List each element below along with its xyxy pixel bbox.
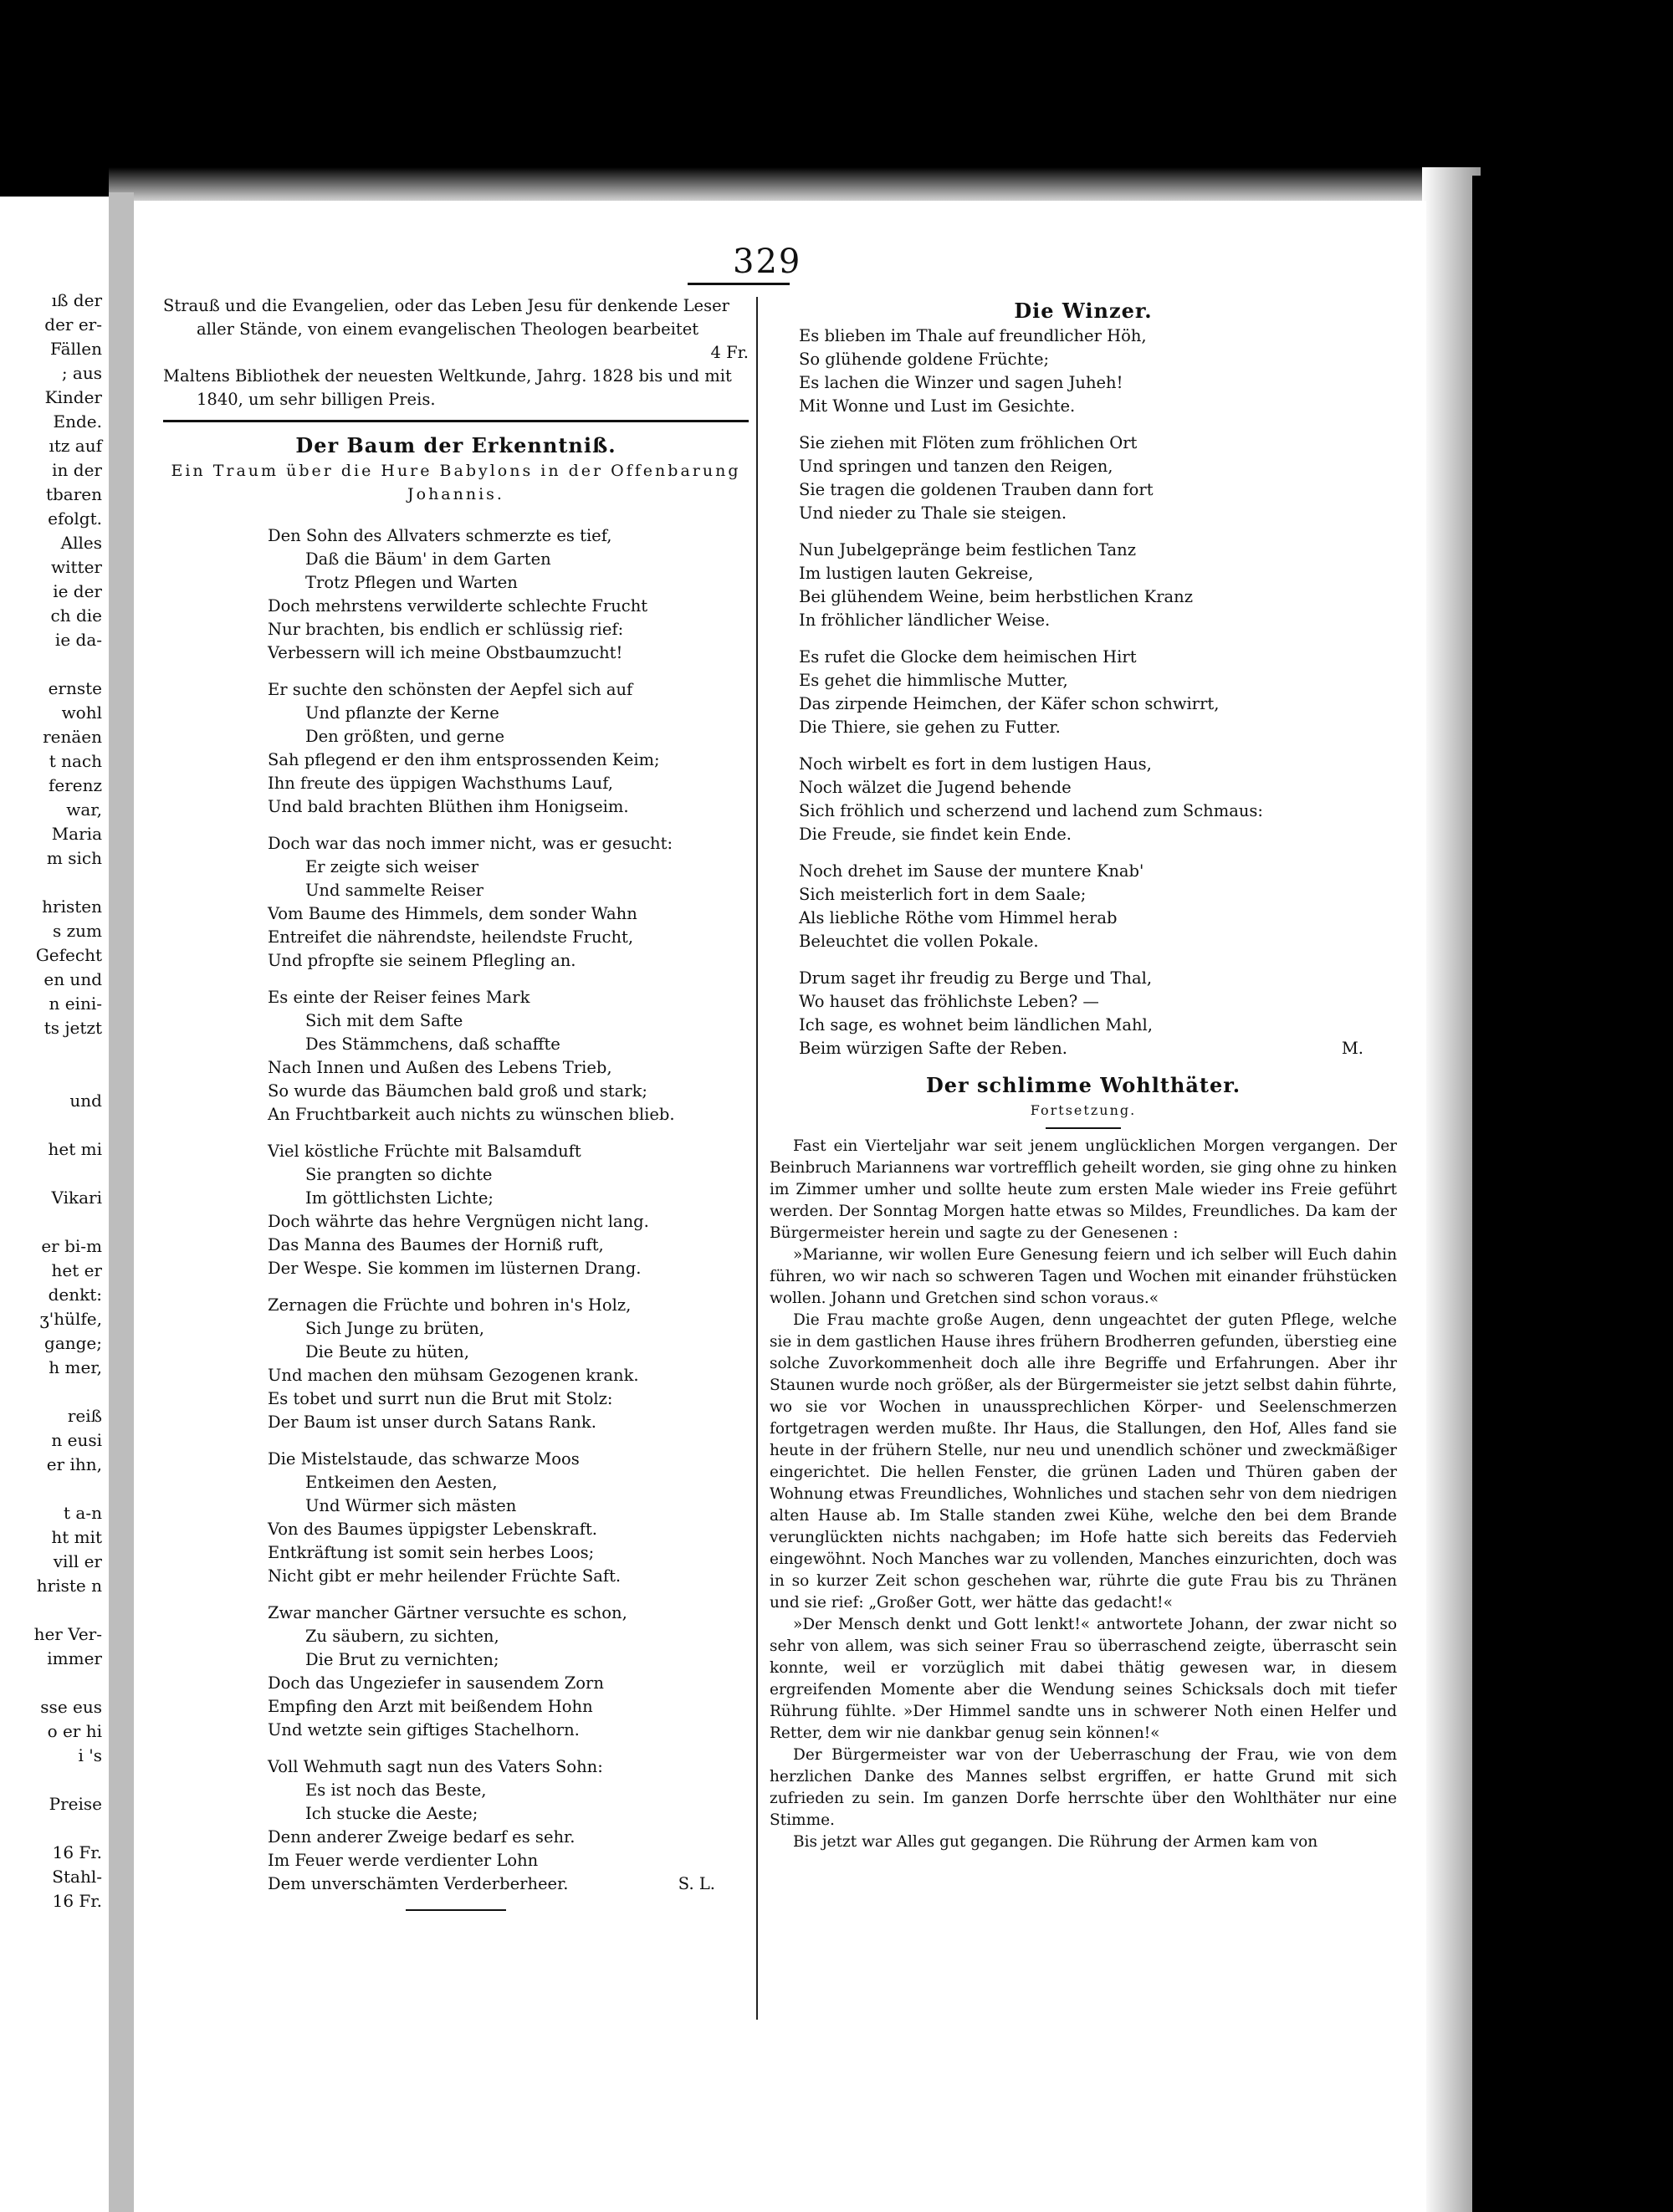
left-page-line: ıtz auf xyxy=(49,436,102,456)
page-number-rule xyxy=(688,283,790,285)
poem-line: Und bald brachten Blüthen ihm Honigseim. xyxy=(268,797,629,816)
stanza xyxy=(770,860,1397,953)
left-page-line: ht mit xyxy=(51,1527,102,1547)
poem-line: Nach Innen und Außen des Lebens Trieb, xyxy=(268,1058,612,1077)
story-paragraph: Der Bürgermeister war von der Ueberraschung der Frau, wie von dem herzlichen Danke des Mannes selbst ergriffen, er hatte Grund mit sich zufrieden zu sein. Im ganzen Dorfe herrschte über den Wohlthäter nur eine Stimme. xyxy=(770,1746,1397,1829)
ad-maltens: Maltens Bibliothek der neuesten Weltkunde, Jahrg. 1828 bis und mit 1840, um sehr billigen Preis. xyxy=(163,366,732,409)
poem-line: So wurde das Bäumchen bald groß und stark; xyxy=(268,1081,647,1101)
poem-line: Mit Wonne und Lust im Gesichte. xyxy=(799,396,1076,416)
left-page-line: Ende. xyxy=(53,411,102,432)
left-page-line: renäen xyxy=(43,727,102,747)
poem-line: Und nieder zu Thale sie steigen. xyxy=(799,503,1067,523)
poem-line: So glühende goldene Früchte; xyxy=(799,350,1050,369)
poem-line: Denn anderer Zweige bedarf es sehr. xyxy=(268,1827,576,1847)
poem-line: Entreifet die nährendste, heilendste Frucht, xyxy=(268,927,634,947)
poem-line: Doch war das noch immer nicht, was er gesucht: xyxy=(268,834,673,853)
column-right xyxy=(770,294,1397,1853)
left-page-line: Kinder xyxy=(44,387,102,407)
poem-line: Die Mistelstaude, das schwarze Moos xyxy=(268,1449,580,1469)
left-page-line: t nach xyxy=(49,751,102,771)
poem-line: Ihn freute des üppigen Wachsthums Lauf, xyxy=(268,774,613,793)
poem-line: Noch drehet im Sause der muntere Knab' xyxy=(799,861,1144,881)
poem-line: Ich sage, es wohnet beim ländlichen Mahl, xyxy=(799,1015,1153,1034)
poem-line: Zu säubern, zu sichten, xyxy=(305,1627,499,1646)
stanza xyxy=(163,1755,749,1896)
poem-line: Die Freude, sie findet kein Ende. xyxy=(799,825,1072,844)
story-paragraph: Bis jetzt war Alles gut gegangen. Die Rührung der Armen kam von xyxy=(793,1833,1318,1851)
scan-border-right xyxy=(1472,176,1673,2212)
left-page-line: ch die xyxy=(50,605,102,626)
stanza xyxy=(770,432,1397,525)
poem-line: Und Würmer sich mästen xyxy=(305,1496,517,1515)
stanza xyxy=(163,986,749,1126)
column-left xyxy=(163,294,749,1921)
stanza xyxy=(163,1140,749,1280)
left-page-line: ernste xyxy=(48,678,102,698)
poem-line: Und sammelte Reiser xyxy=(305,881,483,900)
left-page-line: er ihn, xyxy=(46,1454,102,1474)
poem-line: Sie prangten so dichte xyxy=(305,1165,493,1184)
left-page-line: Fällen xyxy=(50,339,102,359)
left-page-line: ie der xyxy=(53,581,102,601)
story-subtitle: Fortsetzung. xyxy=(1030,1102,1137,1118)
left-page-line: s zum xyxy=(52,921,102,941)
poem-line: Doch währte das hehre Vergnügen nicht lang. xyxy=(268,1212,649,1231)
left-page-line: 16 Fr. xyxy=(52,1891,102,1911)
poem-line: Der Wespe. Sie kommen im lüsternen Drang. xyxy=(268,1259,642,1278)
left-page-fragment xyxy=(0,197,109,2212)
poem-winzer xyxy=(770,324,1397,1060)
column-divider xyxy=(756,297,758,2020)
left-page-line: Stahl- xyxy=(52,1867,102,1887)
poem-line: Den größten, und gerne xyxy=(305,727,505,746)
stanza xyxy=(770,539,1397,632)
left-page-line: er bi-m xyxy=(41,1236,102,1256)
left-page-line: t a-n xyxy=(64,1503,102,1523)
poem-title-baum: Der Baum der Erkenntniß. xyxy=(295,433,617,457)
stanza xyxy=(163,1294,749,1434)
poem-line: Es rufet die Glocke dem heimischen Hirt xyxy=(799,647,1137,667)
poem-line: In fröhlicher ländlicher Weise. xyxy=(799,610,1051,630)
poem-line: Und machen den mühsam Gezogenen krank. xyxy=(268,1366,639,1385)
poem-line: Zernagen die Früchte und bohren in's Holz, xyxy=(268,1295,632,1315)
poem-line: Verbessern will ich meine Obstbaumzucht! xyxy=(268,643,623,662)
left-page-line: n eini- xyxy=(49,994,102,1014)
story-title: Der schlimme Wohlthäter. xyxy=(925,1073,1241,1097)
poem-signature: S. L. xyxy=(678,1874,715,1893)
poem-line: Trotz Pflegen und Warten xyxy=(305,573,518,592)
poem-line: Die Thiere, sie gehen zu Futter. xyxy=(799,718,1061,737)
left-page-line: Maria xyxy=(51,824,102,844)
poem-line: Empfing den Arzt mit beißendem Hohn xyxy=(268,1697,593,1716)
poem-line: Er zeigte sich weiser xyxy=(305,857,479,876)
poem-line: Zwar mancher Gärtner versuchte es schon, xyxy=(268,1603,627,1622)
left-page-line: denkt: xyxy=(48,1285,102,1305)
poem-line: Und wetzte sein giftiges Stachelhorn. xyxy=(268,1720,580,1739)
left-page-line: het er xyxy=(51,1260,102,1280)
story-text xyxy=(770,1136,1397,1853)
poem-line: Beleuchtet die vollen Pokale. xyxy=(799,932,1039,951)
poem-line: Im lustigen lauten Gekreise, xyxy=(799,564,1034,583)
ad-price: 4 Fr. xyxy=(710,343,749,362)
poem-line: Das zirpende Heimchen, der Käfer schon schwirrt, xyxy=(799,694,1220,713)
section-rule xyxy=(163,420,749,422)
left-page-line: Gefecht xyxy=(35,945,102,965)
left-page-line: immer xyxy=(47,1648,102,1668)
left-page-line: h mer, xyxy=(49,1357,102,1377)
poem-line: Und pflanzte der Kerne xyxy=(305,703,499,723)
poem-last-line-row xyxy=(268,1872,749,1896)
left-page-line: en und xyxy=(43,969,102,989)
poem-line: Noch wälzet die Jugend behende xyxy=(799,778,1072,797)
poem-line: Und springen und tanzen den Reigen, xyxy=(799,457,1113,476)
poem-line: Es gehet die himmlische Mutter, xyxy=(799,671,1068,690)
left-page-line: Preise xyxy=(49,1794,102,1814)
poem-line: Sich mit dem Safte xyxy=(305,1011,463,1030)
poem-line: Wo hauset das fröhlichste Leben? — xyxy=(799,992,1099,1011)
left-page-line: ts jetzt xyxy=(43,1018,102,1038)
left-page-line: sse eus xyxy=(40,1697,102,1717)
poem-line: Das Manna des Baumes der Horniß ruft, xyxy=(268,1235,604,1254)
stanza xyxy=(163,832,749,973)
poem-subtitle: Ein Traum über die Hure Babylons in der Offenbarung xyxy=(171,462,741,480)
poem-line: Doch mehrstens verwilderte schlechte Frucht xyxy=(268,596,648,616)
page-number: 329 xyxy=(733,243,802,281)
left-page-line: ıß der xyxy=(51,290,102,310)
left-page-line: hristen xyxy=(42,897,102,917)
poem-line: Es ist noch das Beste, xyxy=(305,1780,487,1800)
left-page-line: m sich xyxy=(46,848,102,868)
left-page-line: het mi xyxy=(48,1139,102,1159)
story-rule xyxy=(1046,1127,1121,1129)
poem-line: Sich Junge zu brüten, xyxy=(305,1319,484,1338)
book-gutter xyxy=(109,192,134,2212)
poem-line: Es lachen die Winzer und sagen Juheh! xyxy=(799,373,1123,392)
poem-signature: M. xyxy=(1341,1039,1363,1058)
poem-line: Nicht gibt er mehr heilender Früchte Saft. xyxy=(268,1566,622,1586)
poem-line: Die Brut zu vernichten; xyxy=(305,1650,499,1669)
poem-line: Doch das Ungeziefer in sausendem Zorn xyxy=(268,1673,604,1693)
poem-line: Sich fröhlich und scherzend und lachend zum Schmaus: xyxy=(799,801,1263,820)
left-page-line: Vikari xyxy=(51,1188,102,1208)
left-page-line: i 's xyxy=(78,1745,102,1765)
poem-line: An Fruchtbarkeit auch nichts zu wünschen blieb. xyxy=(268,1105,675,1124)
ad-strauss: Strauß und die Evangelien, oder das Leben Jesu für denkende Leser aller Stände, von einem evangelischen Theologen bearbeitet 4 Fr. xyxy=(163,294,749,365)
stanza xyxy=(770,324,1397,418)
left-page-line: ferenz xyxy=(48,775,102,795)
poem-line: Des Stämmchens, daß schaffte xyxy=(305,1034,560,1054)
stanza xyxy=(163,678,749,819)
poem-line: Beim würzigen Safte der Reben. xyxy=(799,1039,1067,1058)
left-page-line: 16 Fr. xyxy=(52,1842,102,1862)
poem-title-winzer: Die Winzer. xyxy=(1014,299,1153,323)
story-paragraph: Fast ein Vierteljahr war seit jenem unglücklichen Morgen vergangen. Der Beinbruch Mariannens war vortrefflich geheilt worden, sie ging ohne zu hinken im Zimmer umher und sollte heute zum ersten Male wieder ins Freie geführt werden. Der Sonntag Morgen hatte etwas so Mildes, Freundliches. Da kam der Bürgermeister herein und sagte zu der Genesenen : xyxy=(770,1137,1397,1242)
stanza xyxy=(770,967,1397,1060)
poem-line: Von des Baumes üppigster Lebenskraft. xyxy=(268,1520,598,1539)
end-rule xyxy=(406,1909,506,1911)
left-page-line: vill er xyxy=(53,1551,102,1571)
poem-line: Sie tragen die goldenen Trauben dann fort xyxy=(799,480,1154,499)
left-page-line: efolgt. xyxy=(48,508,102,529)
poem-line: Im göttlichsten Lichte; xyxy=(305,1188,494,1208)
left-page-line: reiß xyxy=(67,1406,102,1426)
poem-line: Als liebliche Röthe vom Himmel herab xyxy=(799,908,1118,927)
left-page-line: ; aus xyxy=(61,363,102,383)
left-page-line: war, xyxy=(66,799,102,820)
stanza xyxy=(163,1448,749,1588)
poem-line: Vom Baume des Himmels, dem sonder Wahn xyxy=(268,904,637,923)
stanza xyxy=(163,1602,749,1742)
left-page-line: Alles xyxy=(60,533,102,553)
poem-line: Sah pflegend er den ihm entsprossenden Keim; xyxy=(268,750,660,769)
poem-baum xyxy=(163,524,749,1896)
left-page-line: ie da- xyxy=(54,630,102,650)
poem-line: Sie ziehen mit Flöten zum fröhlichen Ort xyxy=(799,433,1138,452)
left-page-line: o er hi xyxy=(47,1721,102,1741)
poem-line: Ich stucke die Aeste; xyxy=(305,1804,478,1823)
poem-subtitle-2: Johannis. xyxy=(407,485,504,503)
stanza xyxy=(770,753,1397,846)
left-page-line: der er- xyxy=(44,314,102,335)
left-page-line: gange; xyxy=(44,1333,102,1353)
poem-line: Voll Wehmuth sagt nun des Vaters Sohn: xyxy=(268,1757,603,1776)
poem-last-line-row xyxy=(799,1037,1397,1060)
poem-line: Nun Jubelgepränge beim festlichen Tanz xyxy=(799,540,1136,559)
poem-line: Es tobet und surrt nun die Brut mit Stolz: xyxy=(268,1389,613,1408)
poem-line: Viel köstliche Früchte mit Balsamduft xyxy=(268,1142,581,1161)
poem-line: Und pfropfte sie seinem Pflegling an. xyxy=(268,951,576,970)
left-page-line: tbaren xyxy=(45,484,102,504)
poem-line: Dem unverschämten Verderberheer. xyxy=(268,1874,569,1893)
story-paragraph: »Der Mensch denkt und Gott lenkt!« antwortete Johann, der zwar nicht so sehr von allem, was sich seiner Frau so überraschend zeigte, überrascht sein konnte, weil er vorzüglich mit dabei thätig gewesen war, in diesem ergreifenden Momente aber die Wendung seines Schicksals doch mit tiefer Rührung fühlte. »Der Himmel sandte uns in schwerer Noth einen Helfer und Retter, dem wir nie dankbar genug sein können!« xyxy=(770,1616,1397,1742)
poem-line: Es blieben im Thale auf freundlicher Höh, xyxy=(799,326,1147,345)
story-paragraph: »Marianne, wir wollen Eure Genesung feiern und ich selber will Euch dahin führen, wo wir nach so schweren Tagen und Wochen mit einander frühstücken wollen. Johann und Gretchen sind schon voraus.« xyxy=(770,1246,1397,1307)
poem-line: Die Beute zu hüten, xyxy=(305,1342,469,1361)
poem-line: Nur brachten, bis endlich er schlüssig rief: xyxy=(268,620,624,639)
poem-line: Den Sohn des Allvaters schmerzte es tief, xyxy=(268,526,612,545)
stanza xyxy=(770,646,1397,739)
poem-line: Er suchte den schönsten der Aepfel sich auf xyxy=(268,680,633,699)
story-paragraph: Die Frau machte große Augen, denn ungeachtet der guten Pflege, welche sie in dem gastlichen Hause ihres frühern Brodherren gefunden, überstieg eine solche Zuvorkommenheit doch alle ihre Begriffe und Erfahrungen. Aber ihr Staunen wurde noch größer, als der Bürgermeister sie jetzt selbst dahin führte, wo sie vor Wochen in unaussprechlichen Körper- und Seelenschmerzen fortgetragen werden mußte. Ihr Haus, die Stallungen, den Hof, Alles fand sie heute in der frühern Stelle, nur neu und unendlich schöner und zweckmäßiger eingerichtet. Die hellen Fenster, die grünen Laden und Thüren gaben der Wohnung etwas Freundliches, Wohnliches und stachen sehr von dem niedrigen alten Hause ab. Im Stalle standen zwei Kühe, welche den bei dem Brande verunglückten nichts nachgaben; im Hofe hatte sich bereits das Federvieh eingewöhnt. Noch Manches war zu vollenden, Manches einzurichten, doch was in so kurzer Zeit schon geschehen war, rührte die gute Frau bis zu Thränen und sie rief: „Großer Gott, wer hätte das gedacht!« xyxy=(770,1311,1397,1612)
poem-line: Noch wirbelt es fort in dem lustigen Haus, xyxy=(799,754,1152,774)
left-page-line: her Ver- xyxy=(33,1624,102,1644)
poem-line: Im Feuer werde verdienter Lohn xyxy=(268,1851,539,1870)
poem-line: Sich meisterlich fort in dem Saale; xyxy=(799,885,1087,904)
newspaper-page xyxy=(134,201,1426,2212)
poem-line: Bei glühendem Weine, beim herbstlichen Kranz xyxy=(799,587,1193,606)
left-page-line: witter xyxy=(51,557,102,577)
left-page-line: wohl xyxy=(61,702,102,723)
left-page-line: n eusi xyxy=(51,1430,102,1450)
poem-line: Es einte der Reiser feines Mark xyxy=(268,988,530,1007)
poem-line: Entkräftung ist somit sein herbes Loos; xyxy=(268,1543,595,1562)
stanza xyxy=(163,524,749,665)
poem-line: Entkeimen den Aesten, xyxy=(305,1473,498,1492)
poem-line: Daß die Bäum' in dem Garten xyxy=(305,549,551,569)
left-page-line: und xyxy=(69,1091,102,1111)
left-page-line: ʒ'hülfe, xyxy=(39,1309,102,1329)
poem-line: Der Baum ist unser durch Satans Rank. xyxy=(268,1413,596,1432)
poem-line: Drum saget ihr freudig zu Berge und Thal, xyxy=(799,968,1153,988)
left-page-line: in der xyxy=(52,460,102,480)
left-page-line: hriste n xyxy=(36,1576,102,1596)
